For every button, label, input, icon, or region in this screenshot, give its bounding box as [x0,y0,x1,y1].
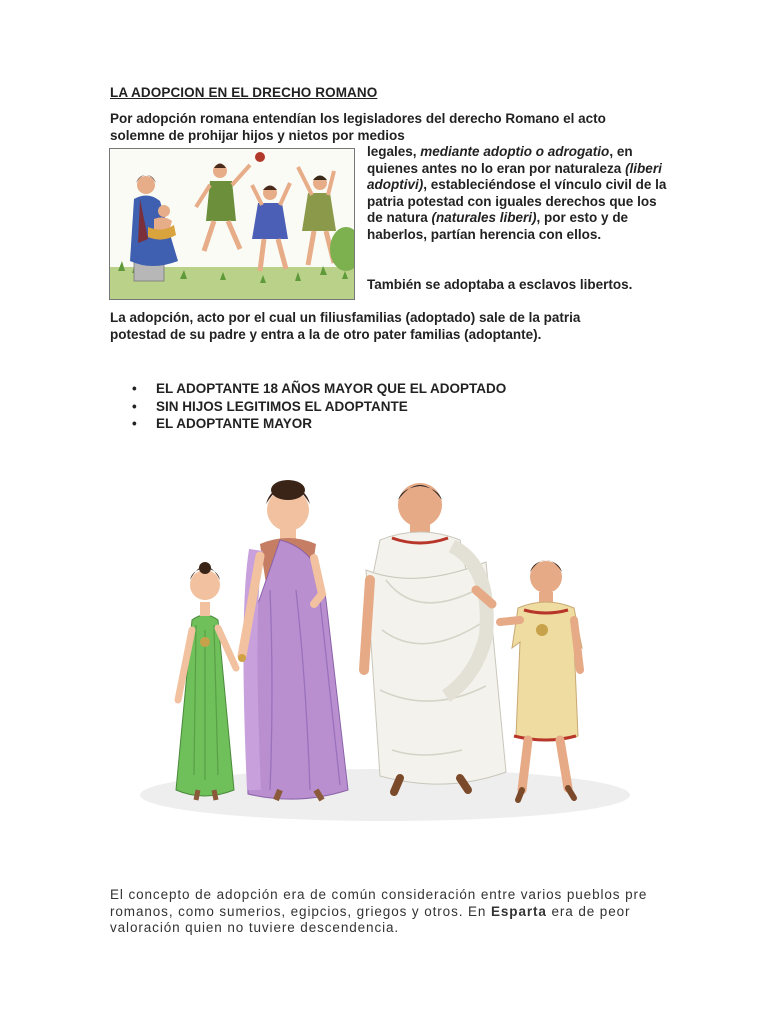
bold-term: Esparta [491,903,547,919]
roman-family-playing-svg [110,149,355,300]
text-fragment: era de peor valoración quien no tuviere descendencia. [110,903,631,936]
list-item: • EL ADOPTANTE MAYOR [110,415,506,433]
adoption-conditions-list [110,380,506,433]
list-item: • SIN HIJOS LEGITIMOS EL ADOPTANTE [110,398,506,416]
italic-term: (naturales liberi) [431,210,537,225]
text-fragment: El concepto de adopción era de común consideración entre varios pueblos pre romanos, como sumerios, egipcios, griegos y otros. En [110,887,648,919]
italic-term: mediante adoptio o adrogatio [420,144,610,159]
father-figure [364,483,506,792]
mother-figure [238,480,348,800]
right-column-text [367,144,667,260]
adoption-act-paragraph: La adopción, acto por el cual un filiusfamilias (adoptado) sale de la patria potestad de su padre y entra a la de otro pater familias (adoptante). [110,310,581,342]
list-item: • EL ADOPTANTE 18 AÑOS MAYOR QUE EL ADOPTADO [110,380,506,398]
text-fragment: legales, [367,144,421,159]
closing-paragraph [110,887,655,937]
italic-term: (liberi adoptivi) [367,160,662,192]
document-title: LA ADOPCION EN EL DRECHO ROMANO [110,85,378,100]
text-fragment: , en quienes antes no lo eran por naturaleza [367,144,633,176]
freed-slaves-note: También se adoptaba a esclavos libertos. [367,277,633,292]
intro-paragraph: Por adopción romana entendían los legisladores del derecho Romano el acto solemne de prohijar hijos y nietos por medios [110,111,606,143]
girl-figure [176,562,236,800]
text-fragment: , estableciéndose el vínculo civil de la patria potestad con iguales derechos que los de natura [367,177,667,225]
adoption-definition-paragraph [367,144,667,243]
roman-family-walking-illustration [130,460,640,840]
text-fragment: , por esto y de haberlos, partían herencia con ellos. [367,210,629,242]
roman-family-walking-svg [130,460,640,840]
boy-figure [500,560,582,800]
roman-family-playing-illustration [109,148,355,300]
